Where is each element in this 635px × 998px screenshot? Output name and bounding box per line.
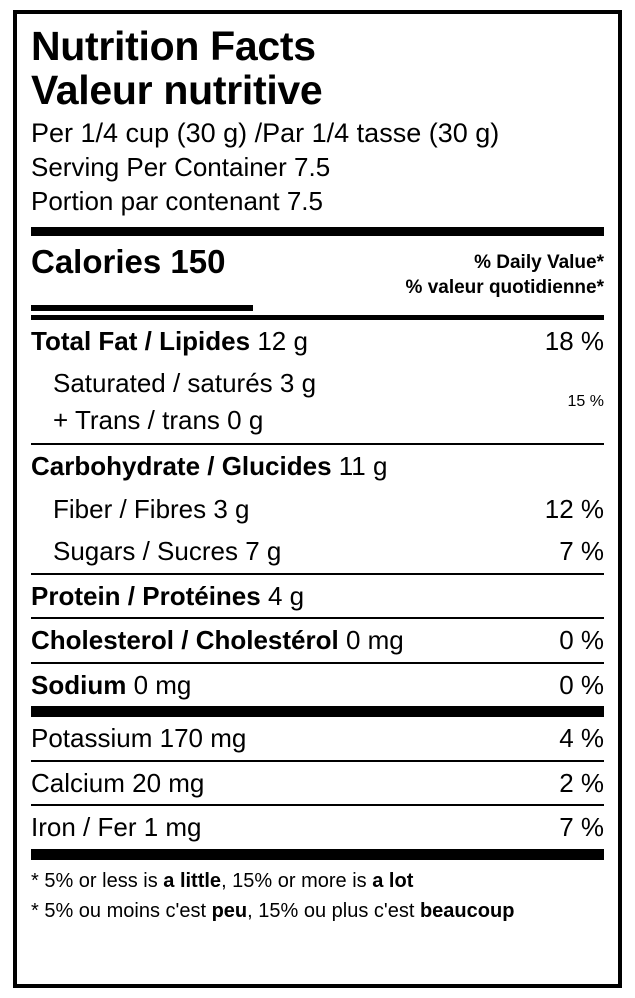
row-cholesterol-pct: 0 %: [559, 625, 604, 656]
row-fiber: [31, 488, 604, 531]
row-iron: [31, 806, 604, 849]
footnote-fr: [31, 896, 604, 926]
row-saturated-trans-names: [31, 365, 316, 439]
row-total-fat: [31, 320, 604, 363]
footnote-fr-part2: , 15% ou plus c'est: [247, 899, 420, 922]
row-sugars: [31, 530, 604, 573]
row-saturated-name: Saturated / saturés 3 g: [53, 368, 317, 399]
divider-heavy-footnote: [31, 849, 604, 860]
serving-size: Per 1/4 cup (30 g) /Par 1/4 tasse (30 g): [31, 117, 500, 148]
footnote-en-part1: * 5% or less is: [31, 869, 164, 892]
row-protein-name: [31, 580, 594, 613]
row-trans-name: + Trans / trans 0 g: [53, 405, 264, 436]
row-protein: [31, 575, 604, 618]
row-potassium-pct: 4 %: [559, 723, 604, 754]
footnote-fr-bold2: beaucoup: [419, 899, 515, 922]
row-carbohydrate-amount: 11 g: [338, 451, 388, 482]
row-iron-pct: 7 %: [559, 812, 604, 843]
row-protein-amount: 4 g: [267, 580, 305, 611]
row-sodium: [31, 664, 604, 707]
footnote-en-part2: , 15% or more is: [221, 869, 373, 892]
row-saturated-trans: [31, 362, 604, 443]
row-total-fat-label: Total Fat / Lipides: [31, 325, 251, 356]
row-fiber-name: Fiber / Fibres 3 g: [53, 493, 250, 524]
row-sugars-name: Sugars / Sucres 7 g: [53, 536, 282, 567]
row-calcium-name: Calcium 20 mg: [31, 767, 205, 798]
row-calcium: [31, 762, 604, 805]
row-sugars-pct: 7 %: [559, 536, 604, 567]
row-saturated-pct: 15 %: [567, 393, 604, 411]
row-total-fat-pct: 18 %: [544, 325, 604, 356]
row-total-fat-amount: 12 g: [257, 325, 308, 356]
row-cholesterol-label: Cholesterol / Cholestérol: [31, 625, 339, 656]
row-potassium: [31, 717, 604, 760]
daily-value-header-en: % Daily Value*: [474, 251, 604, 273]
row-sodium-pct: 0 %: [559, 669, 604, 700]
calories-underline: [31, 305, 253, 311]
calories-value: Calories 150: [31, 242, 226, 280]
row-sodium-label: Sodium: [31, 669, 127, 700]
calories-row: [31, 236, 604, 305]
row-carbohydrate: [31, 445, 604, 488]
label-title-fr: Valeur nutritive: [31, 67, 323, 114]
row-total-fat-name: [31, 325, 535, 358]
row-sodium-name: [31, 669, 549, 702]
row-carbohydrate-label: Carbohydrate / Glucides: [31, 451, 332, 482]
footnote-en-bold1: a little: [163, 869, 222, 892]
servings-per-container-fr: Portion par contenant 7.5: [31, 185, 323, 216]
nutrition-facts-box: [13, 10, 622, 988]
row-carbohydrate-name: [31, 450, 594, 483]
row-protein-label: Protein / Protéines: [31, 580, 261, 611]
divider-heavy-vitamins: [31, 706, 604, 717]
row-sodium-amount: 0 mg: [133, 669, 192, 700]
footnote-en-bold2: a lot: [372, 869, 414, 892]
row-cholesterol-amount: 0 mg: [345, 625, 404, 656]
servings-per-container-en: Serving Per Container 7.5: [31, 151, 331, 182]
daily-value-header: [406, 242, 604, 301]
footnotes: [31, 860, 604, 926]
row-cholesterol: [31, 619, 604, 662]
row-fiber-pct: 12 %: [544, 493, 604, 524]
footnote-fr-bold1: peu: [211, 899, 248, 922]
divider-thick-top: [31, 227, 604, 236]
footnote-en: [31, 866, 604, 896]
row-calcium-pct: 2 %: [559, 767, 604, 798]
label-title-en: Nutrition Facts: [31, 23, 316, 69]
footnote-fr-part1: * 5% ou moins c'est: [31, 899, 212, 922]
row-iron-name: Iron / Fer 1 mg: [31, 812, 202, 843]
row-potassium-name: Potassium 170 mg: [31, 723, 247, 754]
row-cholesterol-name: [31, 624, 549, 657]
daily-value-header-fr: % valeur quotidienne*: [405, 277, 604, 299]
